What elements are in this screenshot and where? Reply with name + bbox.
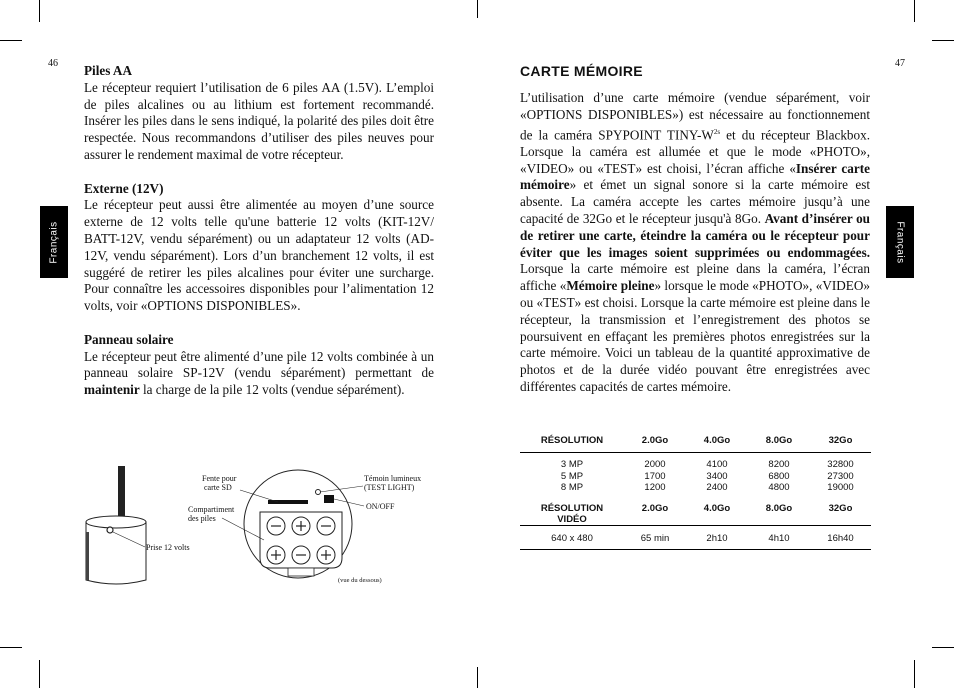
table-cell: 4800 [768, 482, 790, 493]
memory-capacity-table [520, 428, 871, 550]
table-cell: 640 x 480 [551, 532, 593, 544]
section-heading-solaire: Panneau solaire [84, 331, 174, 347]
table-cell: 27300 [827, 470, 854, 482]
language-tab-right [886, 206, 914, 278]
table-row [520, 533, 871, 544]
bold-span: Insérer carte mémoire [520, 160, 870, 193]
table-cell: 8 MP [560, 482, 584, 493]
table-cell: 16h40 [827, 532, 854, 544]
table-header: 2.0Go [641, 434, 669, 446]
page-title: CARTE MÉMOIRE [520, 63, 643, 79]
superscript: 2s [713, 127, 721, 136]
table-header: 4.0Go [703, 502, 731, 514]
crop-mark [0, 40, 22, 41]
table-header: VIDÉO [557, 513, 587, 525]
bold-span: maintenir [84, 382, 140, 398]
compartiment-label: Compartiment [188, 505, 235, 514]
right-column [520, 90, 870, 396]
section-text-externe: Le récepteur peut aussi être alimentée au moyen d’une source externe de 12 volts telle qu'une batterie 12 volts (KIT-12V/ BATT-12V, vendu séparément) ou un adaptateur 12 volts (AD-12V, vendu séparément). Lors d’un branchement 12 volts, il est suggéré de retirer les piles alcalines pour éviter une surcharge. Pour connaître les accessoires disponibles pour l’alimentation 12 volts, voir «OPTIONS DISPONIBLES». [84, 197, 434, 314]
table-cell: 2000 [644, 459, 666, 470]
table-cell: 1200 [644, 482, 666, 493]
temoin-label: Témoin lumineux [364, 474, 422, 483]
table-header-row [520, 428, 871, 453]
page-number-left: 46 [48, 58, 58, 69]
section-text-piles: Le récepteur requiert l’utilisation de 6 piles AA (1.5V). L’emploi de piles alcalines ou au lithium est fortement recommandé. Insérer les piles dans le sens indiqué, la polarité des piles doit être respectée. Nous recommandons d’utiliser des piles neuves pour assurer le rendement maximal de votre récepteur. [84, 79, 434, 162]
temoin-label: (TEST LIGHT) [364, 483, 415, 492]
carte-paragraph [520, 90, 870, 396]
receiver-top [86, 516, 146, 528]
table-cell: 19000 [827, 482, 854, 493]
bold-span: Avant d’insérer ou de retirer une carte, éteindre la caméra ou le récepteur pour éviter que les images soient supprimées ou endommagées. [520, 210, 870, 260]
table-row [520, 459, 871, 494]
receiver-side-dark [86, 532, 89, 580]
crop-mark [932, 40, 954, 41]
language-tab-label: Français [894, 220, 906, 264]
prise-label: Prise 12 volts [146, 543, 190, 552]
table-cell: 4100 [706, 459, 728, 470]
text-span: » et émet un signal sonore si la carte mémoire est absente. La caméra accepte les cartes mémoire jusqu’à une capacité de 32Go et le récepteur jusqu'à 8Go. [520, 177, 870, 226]
table-cell: 3 MP [560, 459, 584, 470]
section-heading-piles: Piles AA [84, 63, 132, 78]
table-cell: 2400 [706, 482, 728, 493]
table-cell: 65 min [640, 532, 670, 544]
fente-label: carte SD [204, 483, 232, 492]
table-header: 4.0Go [703, 434, 731, 446]
crop-mark [914, 660, 915, 688]
left-column [84, 63, 434, 399]
compartiment-label: des piles [188, 514, 216, 523]
receiver-diagram [80, 462, 440, 592]
power-jack-icon [107, 527, 113, 533]
crop-mark [914, 0, 915, 22]
language-tab-label: Français [48, 220, 60, 264]
onoff-label: ON/OFF [366, 502, 395, 511]
test-light-icon [316, 490, 321, 495]
crop-mark [477, 667, 478, 688]
table-cell: 3400 [706, 470, 728, 482]
table-cell: 2h10 [706, 532, 728, 544]
crop-mark [39, 660, 40, 688]
fente-label: Fente pour [202, 474, 237, 483]
section-text-solaire [84, 349, 434, 399]
table-header: 32Go [828, 502, 853, 514]
crop-mark [932, 647, 954, 648]
table-cell: 8200 [768, 459, 790, 470]
bold-span: Mémoire pleine [566, 278, 655, 294]
crop-mark [477, 0, 478, 18]
text-span: Le récepteur peut être alimenté d’une pile 12 volts combinée à un panneau solaire SP-12V (vendu séparément) permettant de [84, 348, 434, 381]
text-span: » lorsque le mode «PHOTO», «VIDEO» ou «TEST» est choisi. Lorsque la carte mémoire est pleine dans le récepteur, la transmission et l’enregistrement des photos se poursuivent en effaçant les premières photos enregistrées sur la carte mémoire. Voici un tableau de la quantité approximative de photos et de la durée vidéo pouvant être enregistrées avec différentes capacités de cartes mémoire. [520, 278, 870, 394]
page-number-right: 47 [895, 58, 905, 69]
receiver-body [86, 522, 146, 584]
antenna [118, 466, 125, 522]
language-tab-left [40, 206, 68, 278]
text-span: L’utilisation d’une carte mémoire (vendue séparément, voir «OPTIONS DISPONIBLES») est nécessaire au fonctionnement de la caméra SPYPOINT TINY-W [520, 90, 870, 142]
table-header-row [520, 503, 871, 526]
table-cell: 5 MP [560, 470, 584, 482]
table-cell: 6800 [768, 470, 790, 482]
table-header: 8.0Go [765, 502, 793, 514]
text-span: Lorsque la carte mémoire est pleine dans la caméra, l’écran affiche « [520, 261, 870, 294]
section-heading-externe: Externe (12V) [84, 180, 164, 196]
table-cell: 32800 [827, 459, 854, 470]
onoff-switch-icon [324, 495, 334, 503]
table-header: 8.0Go [765, 434, 793, 446]
crop-mark [0, 647, 22, 648]
table-cell: 1700 [644, 470, 666, 482]
table-header: 32Go [828, 434, 853, 446]
crop-mark [39, 0, 40, 22]
table-header: 2.0Go [641, 502, 669, 514]
table-header: RÉSOLUTION [540, 434, 604, 446]
text-span: la charge de la pile 12 volts (vendue séparément). [139, 382, 405, 398]
table-header: RÉSOLUTION [540, 502, 604, 514]
text-span: et du récepteur Blackbox. Lorsque la caméra est allumée et que le mode «PHOTO», «VIDEO» ou «TEST» est choisi, l’écran affiche « [520, 126, 870, 176]
table-cell: 4h10 [768, 532, 790, 544]
vue-label: (vue du dessous) [338, 577, 382, 584]
